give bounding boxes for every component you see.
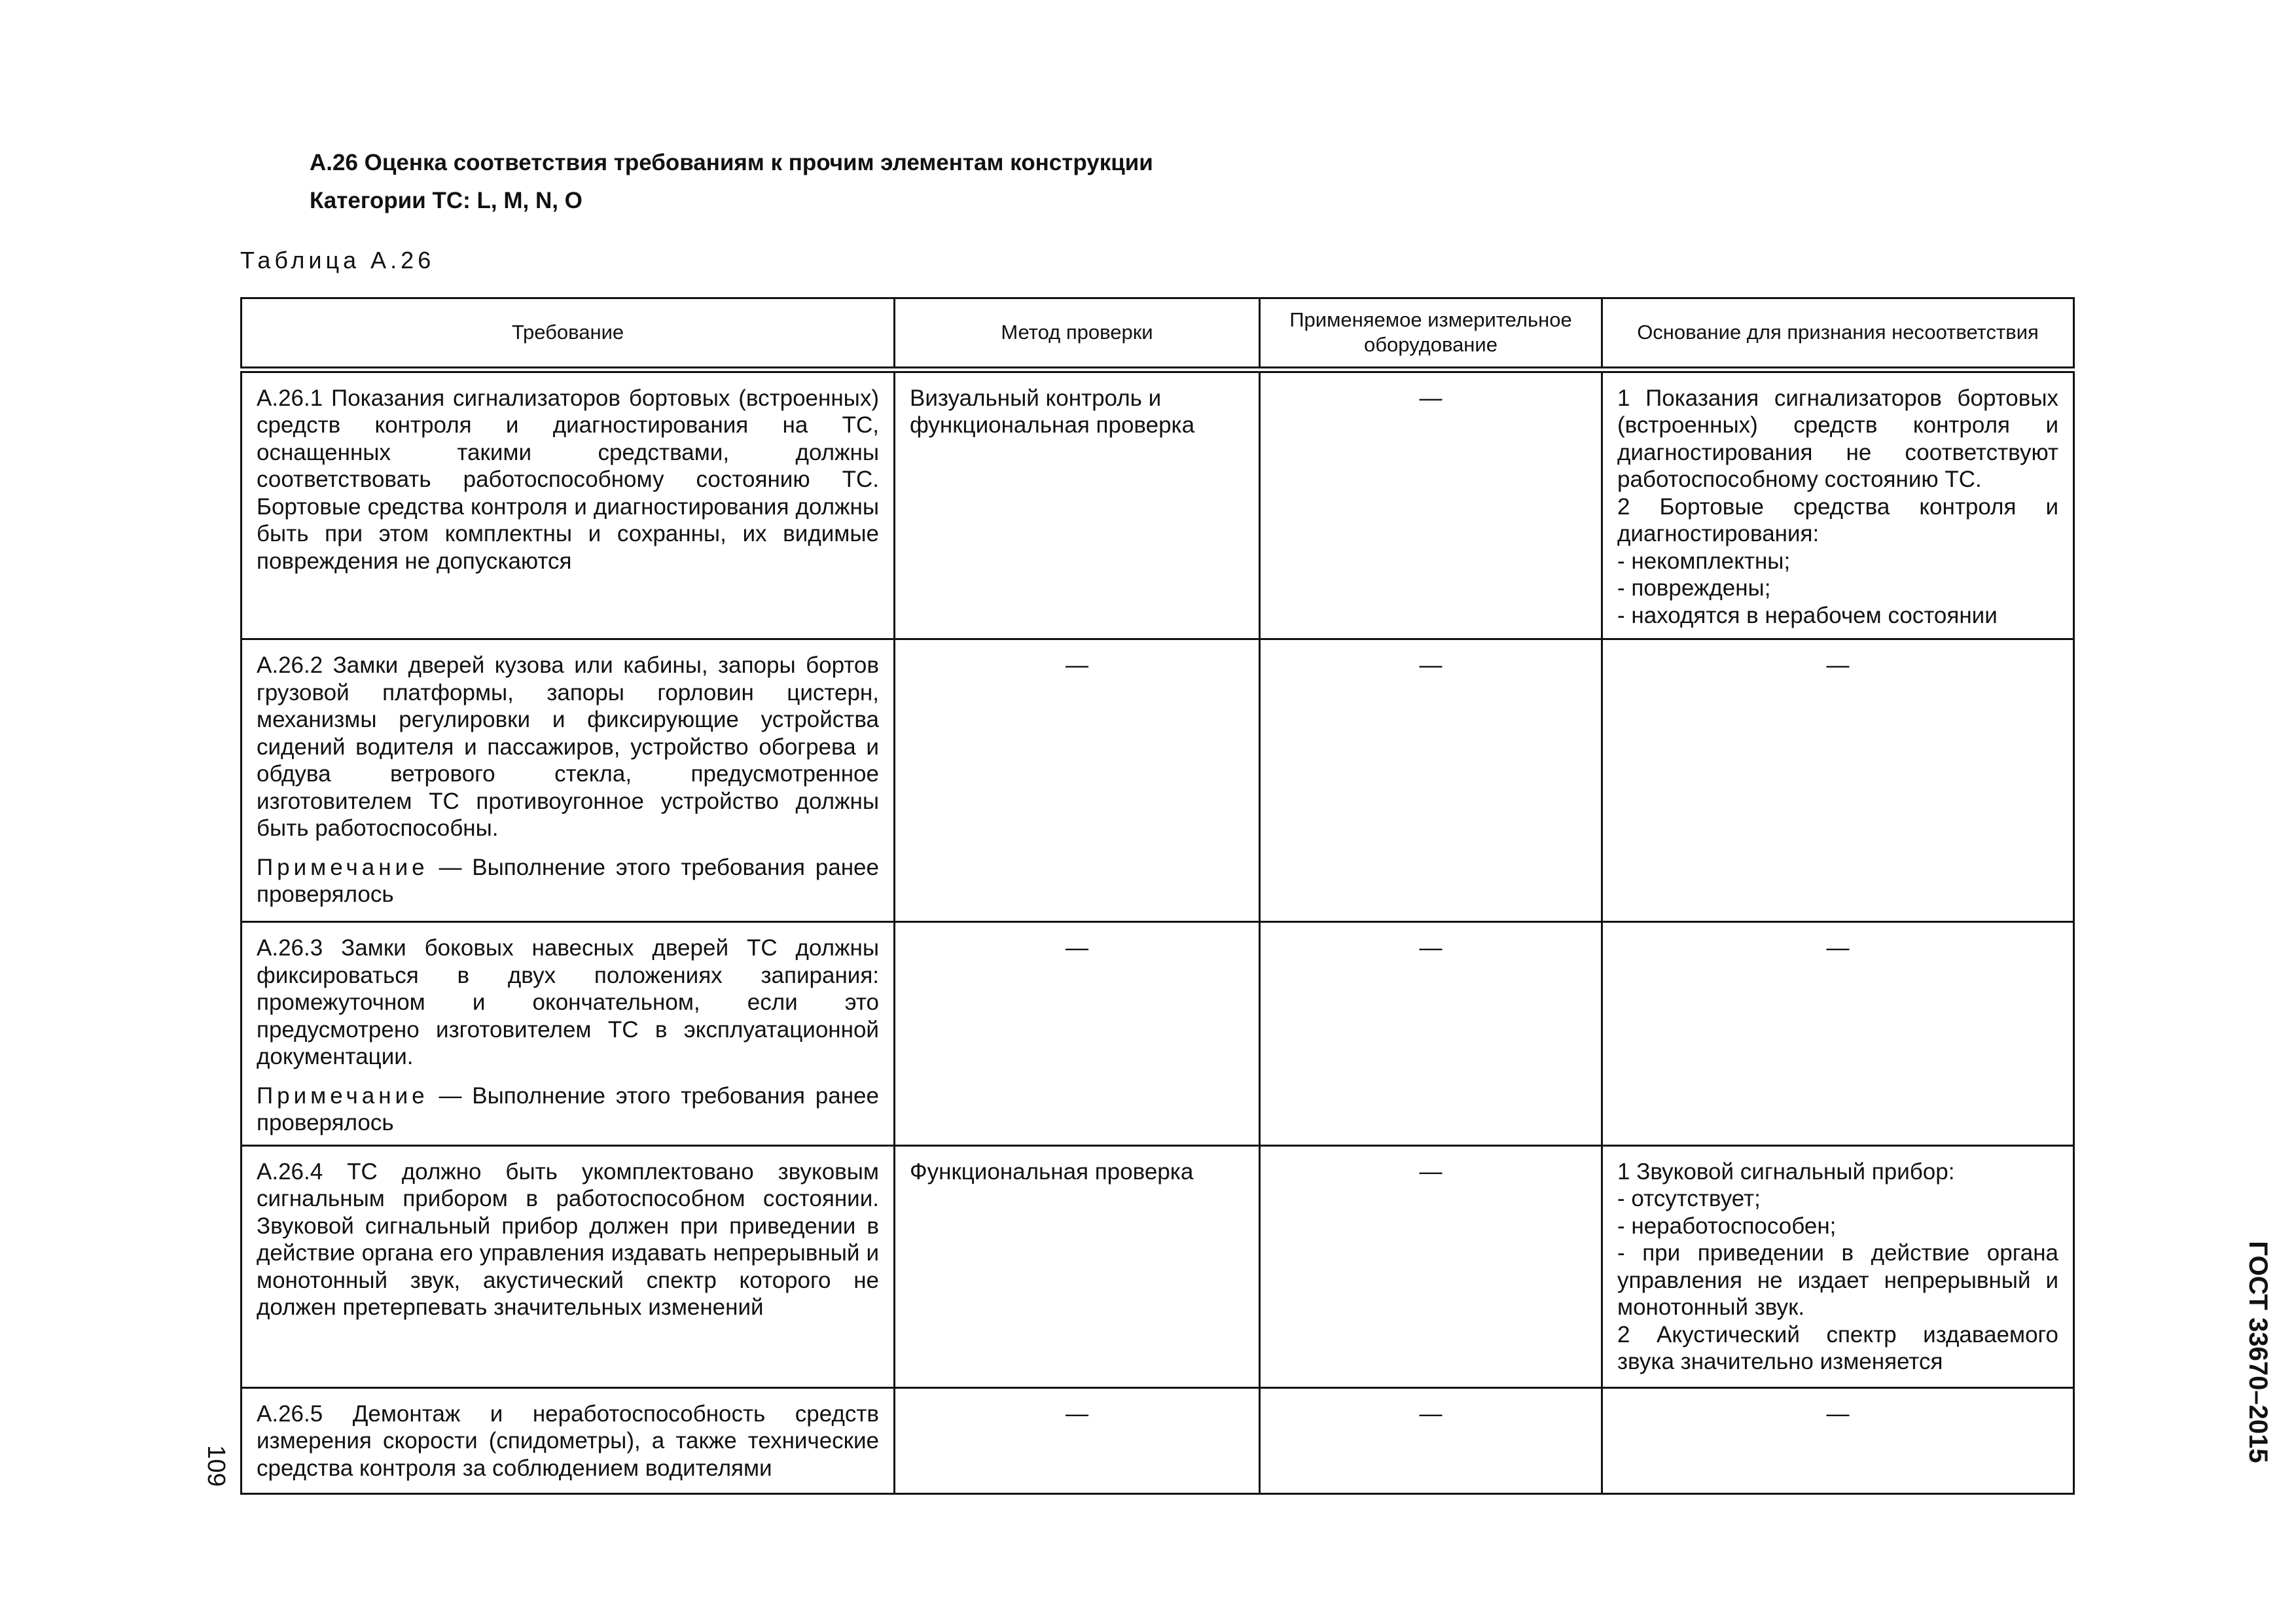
equipment-cell: — [1260,922,1602,1146]
header-equipment: Применяемое измерительное оборудование [1260,298,1602,370]
table-row [242,370,2074,639]
method-cell: — [895,922,1260,1146]
table-header-row [242,298,2074,370]
basis-line: - повреждены; [1617,575,1771,601]
note-label: Примечание [257,1082,429,1109]
table-caption: Таблица А.26 [240,247,435,274]
page-number: 109 [202,1445,230,1487]
equipment-cell: — [1260,370,1602,639]
requirements-table [240,297,2075,1495]
basis-line: - при приведении в действие органа управления не издает непрерывный и монотонный звук. [1617,1240,2058,1320]
requirement-note [257,854,879,908]
basis-line: 2 Акустический спектр издаваемого звука значительно изменяется [1617,1321,2058,1374]
basis-line: 1 Показания сигнализаторов бортовых (встроенных) средств контроля и диагностирования не соответствуют работоспособному состоянию ТС. [1617,385,2058,492]
basis-line: - некомплектны; [1617,548,1791,574]
document-code: ГОСТ 33670–2015 [2244,1241,2272,1463]
requirement-cell [242,639,895,922]
basis-cell [1602,1145,2074,1387]
table-row [242,1145,2074,1387]
vehicle-categories: Категории ТС: L, M, N, O [310,188,583,213]
requirement-note [257,1082,879,1137]
header-basis: Основание для признания несоответствия [1602,298,2074,370]
method-cell: — [895,639,1260,922]
method-cell: — [895,1387,1260,1493]
requirement-text: А.26.2 Замки дверей кузова или кабины, запоры бортов грузовой платформы, запоры горловин цистерн, механизмы регулировки и фиксирующие устройства сидений водителя и пассажиров, устройство обогрева и обдува ветрового стекла, предусмотренное изготовителем ТС противоугонное устройство должны быть работоспособны. [257,652,879,841]
basis-line: - находятся в нерабочем состоянии [1617,602,1998,628]
section-title: А.26 Оценка соответствия требованиям к прочим элементам конструкции [310,150,1153,175]
header-method: Метод проверки [895,298,1260,370]
requirement-cell: А.26.1 Показания сигнализаторов бортовых (встроенных) средств контроля и диагностирования на ТС, оснащенных такими средствами, должны соответствовать работоспособному состоянию ТС. Бортовые средства контроля и диагностирования должны быть при этом комплектны и сохранны, их видимые повреждения не допускаются [242,370,895,639]
basis-line: 1 Звуковой сигнальный прибор: [1617,1158,1955,1185]
basis-cell [1602,370,2074,639]
note-text: — Выполнение этого требования ранее проверялось [257,1082,879,1135]
requirement-cell: А.26.4 ТС должно быть укомплектовано звуковым сигнальным прибором в работоспособном состоянии. Звуковой сигнальный прибор должен при приведении в действие органа его управления издавать непрерывный и монотонный звук, акустический спектр которого не должен претерпевать значительных изменений [242,1145,895,1387]
basis-cell: — [1602,639,2074,922]
basis-line: - неработоспособен; [1617,1213,1837,1239]
header-requirement: Требование [242,298,895,370]
table-row [242,1387,2074,1493]
table-row [242,639,2074,922]
basis-cell: — [1602,922,2074,1146]
table-row [242,922,2074,1146]
basis-line: - отсутствует; [1617,1186,1761,1211]
equipment-cell: — [1260,639,1602,922]
basis-line: 2 Бортовые средства контроля и диагностирования: [1617,493,2058,546]
equipment-cell: — [1260,1145,1602,1387]
basis-cell: — [1602,1387,2074,1493]
method-cell: Визуальный контроль и функциональная проверка [895,370,1260,639]
requirement-text: А.26.3 Замки боковых навесных дверей ТС должны фиксироваться в двух положениях запирания: промежуточном и окончательном, если это предусмотрено изготовителем ТС в эксплуатационной документации. [257,935,879,1069]
note-label: Примечание [257,854,429,880]
note-text: — Выполнение этого требования ранее проверялось [257,854,879,907]
method-cell: Функциональная проверка [895,1145,1260,1387]
equipment-cell: — [1260,1387,1602,1493]
requirement-cell: А.26.5 Демонтаж и неработоспособность средств измерения скорости (спидометры), а также технические средства контроля за соблюдением водителями [242,1387,895,1493]
requirement-cell [242,922,895,1146]
